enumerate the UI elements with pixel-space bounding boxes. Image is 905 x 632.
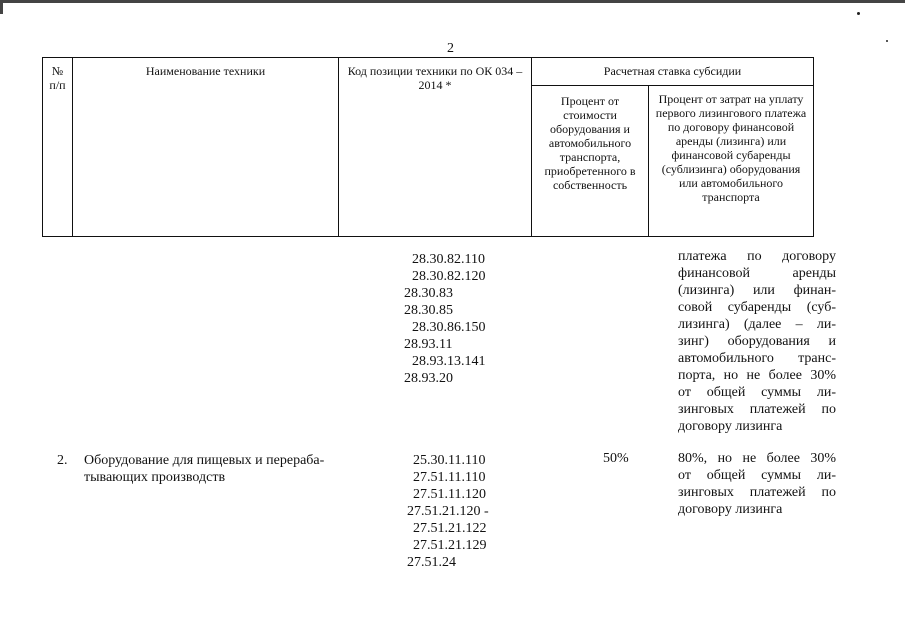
text-line: зинговых платежей по: [678, 402, 836, 417]
code-item: 27.51.21.120 -: [407, 504, 489, 519]
scan-top-edge: [0, 0, 905, 3]
row-2-name: [84, 452, 324, 486]
scan-corner-mark: [0, 0, 3, 14]
header-col-rate-lease: Процент от затрат на уплату первого лизингового платежа по договору финансовой аренды (лизинга) или финансовой субаренды (сублизинга) оборудования или автомобильного транспорта: [649, 86, 814, 237]
text-line: от общей суммы ли-: [678, 468, 836, 483]
text-line: автомобильного транс-: [678, 351, 836, 366]
row-2-number: 2.: [57, 453, 68, 468]
header-col-rate-own: Процент от стоимости оборудования и автомобильного транспорта, приобретенного в собственность: [532, 86, 649, 237]
code-item: 28.30.83: [404, 286, 453, 301]
lease-continued: [678, 248, 836, 435]
code-item: 27.51.21.129: [413, 538, 487, 553]
code-item: 27.51.11.120: [413, 487, 486, 502]
row-2-codes: [407, 452, 489, 571]
code-item: 28.30.82.120: [412, 269, 486, 284]
text-line: Оборудование для пищевых и перераба-: [84, 453, 325, 468]
text-line: договору лизинга: [678, 419, 783, 434]
row-2-own-percent: 50%: [603, 451, 629, 466]
code-item: 28.93.20: [404, 371, 453, 386]
header-col-name: Наименование техники: [73, 58, 339, 237]
table-header: [42, 57, 814, 237]
scan-speck: [886, 40, 888, 42]
header-col-rate: Расчетная ставка субсидии: [532, 58, 814, 86]
code-item: 28.30.82.110: [412, 252, 485, 267]
code-item: 25.30.11.110: [413, 453, 486, 468]
row-2-lease-percent: [678, 450, 836, 518]
text-line: платежа по договору: [678, 249, 836, 264]
text-line: лизинга) (далее – ли-: [678, 317, 836, 332]
codes-continued: [404, 251, 486, 387]
code-item: 27.51.21.122: [413, 521, 487, 536]
header-col-number: № п/п: [43, 58, 73, 237]
text-line: тывающих производств: [84, 470, 226, 485]
scan-speck: [857, 12, 860, 15]
text-line: 80%, но не более 30%: [678, 451, 836, 466]
code-item: 28.30.85: [404, 303, 453, 318]
text-line: зинг) оборудования и: [678, 334, 836, 349]
text-line: совой субаренды (суб-: [678, 300, 836, 315]
code-item: 28.30.86.150: [412, 320, 486, 335]
code-item: 28.93.11: [404, 337, 453, 352]
code-item: 27.51.11.110: [413, 470, 486, 485]
text-line: договору лизинга: [678, 502, 783, 517]
text-line: зинговых платежей по: [678, 485, 836, 500]
text-line: порта, но не более 30%: [678, 368, 836, 383]
text-line: финансовой аренды: [678, 266, 836, 281]
code-item: 28.93.13.141: [412, 354, 486, 369]
code-item: 27.51.24: [407, 555, 456, 570]
text-line: от общей суммы ли-: [678, 385, 836, 400]
page-number: 2: [447, 41, 454, 56]
text-line: (лизинга) или финан-: [678, 283, 836, 298]
header-col-code: Код позиции техники по ОК 034 – 2014 *: [339, 58, 532, 237]
